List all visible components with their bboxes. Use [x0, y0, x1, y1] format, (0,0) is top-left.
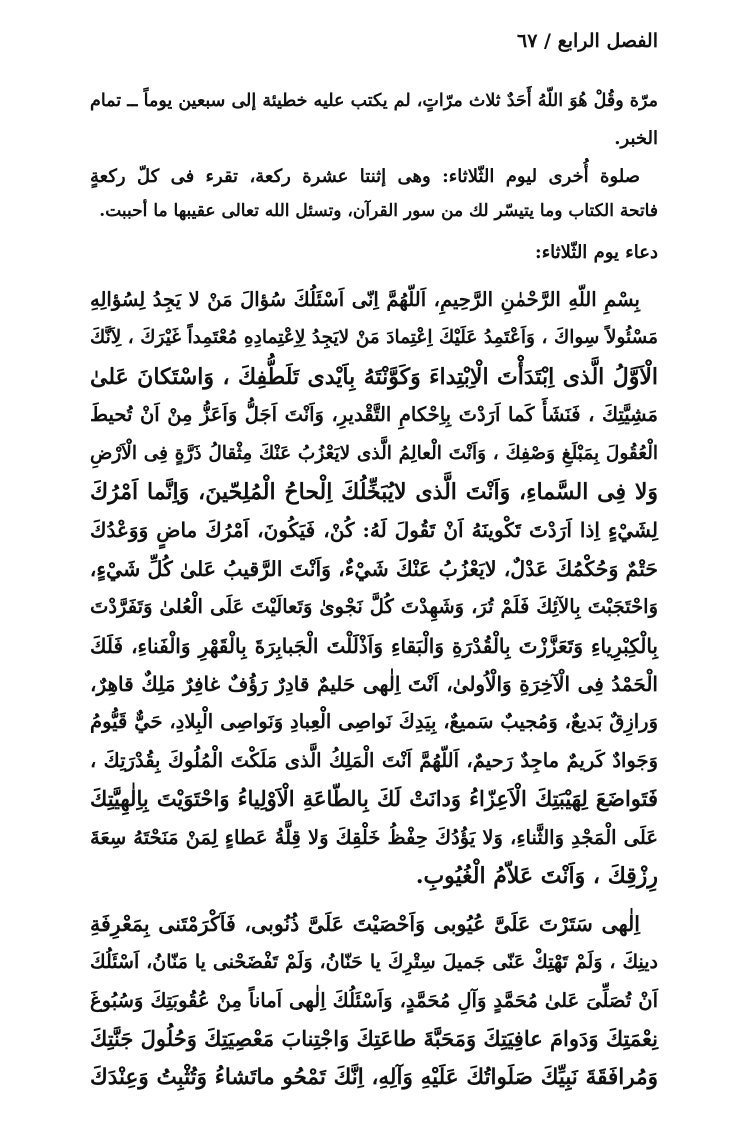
- text-line: حَتْمٌ وَحُكْمُكَ عَدْلٌ، لايَعْزُبُ عَنْكَ شَيْءٌ، وَاَنْتَ الرَّقيبُ عَلىٰ كُلِّ شَيْءٍ،: [89, 556, 658, 581]
- text-line: مَسْئُولاً سِواكَ ، وَاَعْتَمِدُ عَلَيْكَ اِعْتِمادَ مَنْ لايَجِدُ لِاِعْتِمادِهِ مُعْتَمِداً غَيْرَكَ ، لِاَنَّكَ: [90, 327, 658, 349]
- text-line: صلوة أُخرى ليوم الثّلاثاء: وهى إثنتا عشرة ركعة، تقرء فى كلّ ركعةٍ: [90, 166, 640, 187]
- text-line: عَلَى الْمَجْدِ وَالثَّناءِ، وَلا يَؤُدُكَ حِفْظُ خَلْقِكَ وَلا قِلَّةُ عَطاءٍ لِمَنْ مَنَحْتَهُ سِعَةَ: [90, 825, 658, 849]
- text-line: بِالْكِبْرِياءِ وَتَعَزَّزْتَ بِالْقُدْرَةِ وَالْبَقاءِ وَاَذْلَلْتَ الْجَبابِرَةَ بِالْقَهْرِ وَالْفَناءِ، فَلَكَ: [90, 633, 658, 658]
- dua-heading: [90, 236, 658, 270]
- paragraph-salat-tuesday: [90, 160, 658, 228]
- text-line: بِسْمِ اللّهِ الرَّحْمٰنِ الرَّحِيمِ، اَللّهُمَّ اِنّى اَسْئَلُكَ سُؤالَ مَنْ لا يَجِدُ لِسُؤالِهِ: [90, 288, 640, 311]
- chapter-title: الفصل الرابع: [557, 30, 658, 52]
- dua-second-paragraph: [90, 905, 658, 1097]
- text-line: اَنْ تُصَلِّىَ عَلىٰ مُحَمَّدٍ وَآلِ مُحَمَّدٍ، وَاَسْئَلُكَ اِلٰهى اَماناً مِنْ عُقُوبَتِكَ وَسُبُوغَ: [90, 988, 658, 1012]
- text-line: مرّة وقُلْ هُوَ اللّهُ أَحَدٌ ثلاث مرّاتٍ، لم يكتب عليه خطيئة إلى سبعين يوماً ــ تمام: [90, 91, 658, 111]
- paragraph-prev-end: [90, 84, 658, 156]
- text-line: الْحَمْدُ فِى الْآخِرَةِ وَالْاُولىٰ، اَنْتَ اِلٰهى حَليمٌ قادِرٌ رَؤُفٌ غافِرٌ مَلِكٌ قاهِرٌ،: [90, 672, 658, 697]
- text-line: وَلا فِى السَّماءِ، وَاَنْتَ الَّذى لايُبَخِّلُكَ اِلْحاحُ الْمُلِحّينَ، وَاِنَّما اَمْرُكَ: [90, 479, 658, 506]
- dua-main-text: [90, 281, 658, 896]
- text-line: وَجَوادٌ كَريمٌ ماجِدٌ رَحيمٌ، اَللّهُمَّ اَنْتَ الْمَلِكُ الَّذى مَلَكْتَ الْمُلُوكَ بِقُدْرَتِكَ ،: [90, 748, 658, 772]
- text-line: وَمُرافَقَةَ نَبِيِّكَ صَلَواتُكَ عَلَيْهِ وَآلِهِ، اِنَّكَ تَمْحُو ماتَشاءُ وَتُثْبِتُ وَعِنْدَكَ: [90, 1064, 658, 1090]
- text-line: الْاَوَّلُ الَّذى اِبْتَدَأْتَ الْاِبْتِداءَ وَكَوَّنْتَهُ بِاَيْدى تَلَطُّفِكَ ، وَاسْتَكانَ عَلىٰ: [90, 363, 658, 390]
- text-line: وَاحْتَجَبْتَ بِالآئِكَ فَلَمْ تُرَ، وَشَهِدْتَ كُلَّ نَجْوىٰ وَتَعالَيْتَ عَلَى الْعُلىٰ وَتَفَرَّدْتَ: [90, 595, 658, 619]
- header-separator: /: [544, 30, 551, 52]
- section-heading: دعاء يوم الثّلاثاء:: [535, 242, 658, 263]
- text-line: نِعْمَتِكَ وَدَوامَ عافِيَتِكَ وَمَحَبَّةَ طاعَتِكَ وَاجْتِنابَ مَعْصِيَتِكَ وَحُلُولَ جَنَّتِكَ: [90, 1026, 658, 1052]
- text-line: الْعُقُولَ بِمَبْلَغِ وَصْفِكَ ، وَاَنْتَ الْعالِمُ الَّذى لايَعْزُبُ عَنْكَ مِثْقالُ ذَرَّةٍ فِى الْاَرْضِ: [90, 442, 658, 464]
- page-number: ٦٧: [516, 30, 538, 52]
- text-line: لِشَيْءٍ اِذا اَرَدْتَ تَكْوينَهُ اَنْ تَقُولَ لَهُ: كُنْ، فَيَكُونَ، اَمْرُكَ ماضٍ وَوَعْدُكَ: [90, 518, 658, 543]
- text-line: مَشِيَّتِكَ ، فَنَشَأَ كَما اَرَدْتَ بِاِحْكامِ التَّقْديرِ، وَاَنْتَ اَجَلُّ وَاَعَزُّ مِنْ اَنْ تُحيطَ: [90, 403, 658, 427]
- text-line: رِزْقِكَ ، وَاَنْتَ عَلاّمُ الْغُيُوبِ.: [415, 863, 658, 890]
- text-line: فاتحة الكتاب وما يتيسّر لك من سور القرآن، وتسئل الله تعالى عقيبها ما أحببت.: [99, 201, 658, 221]
- text-line: وَرازِقٌ بَديعٌ، وَمُجيبٌ سَميعٌ، بِيَدِكَ نَواصِى الْعِبادِ وَنَواصِى الْبِلادِ، حَيٌّ قَيُّومُ: [90, 710, 658, 734]
- text-line: الخبر.: [614, 128, 658, 149]
- text-line: دينِكَ ، وَلَمْ تَهْتِكْ عَنّى جَميلَ سِتْرِكَ يا حَنّانُ، وَلَمْ تَفْضَحْنى يا مَنّانُ، اَسْئَلُكَ: [90, 951, 658, 974]
- running-header: [517, 30, 658, 52]
- text-line: اِلٰهى سَتَرْتَ عَلَىَّ عُيُوبى وَاَحْصَيْتَ عَلَىَّ ذُنُوبى، فَاَكْرَمْتَنى بِمَعْرِفَةِ: [90, 912, 640, 936]
- text-line: فَتَواضَعَ لِهَيْبَتِكَ الْاَعِزّاءُ وَدانَتْ لَكَ بِالطّاعَةِ الْاَوْلِياءُ وَاحْتَوَيْتَ بِاِلٰهِيَّتِكَ: [90, 786, 658, 812]
